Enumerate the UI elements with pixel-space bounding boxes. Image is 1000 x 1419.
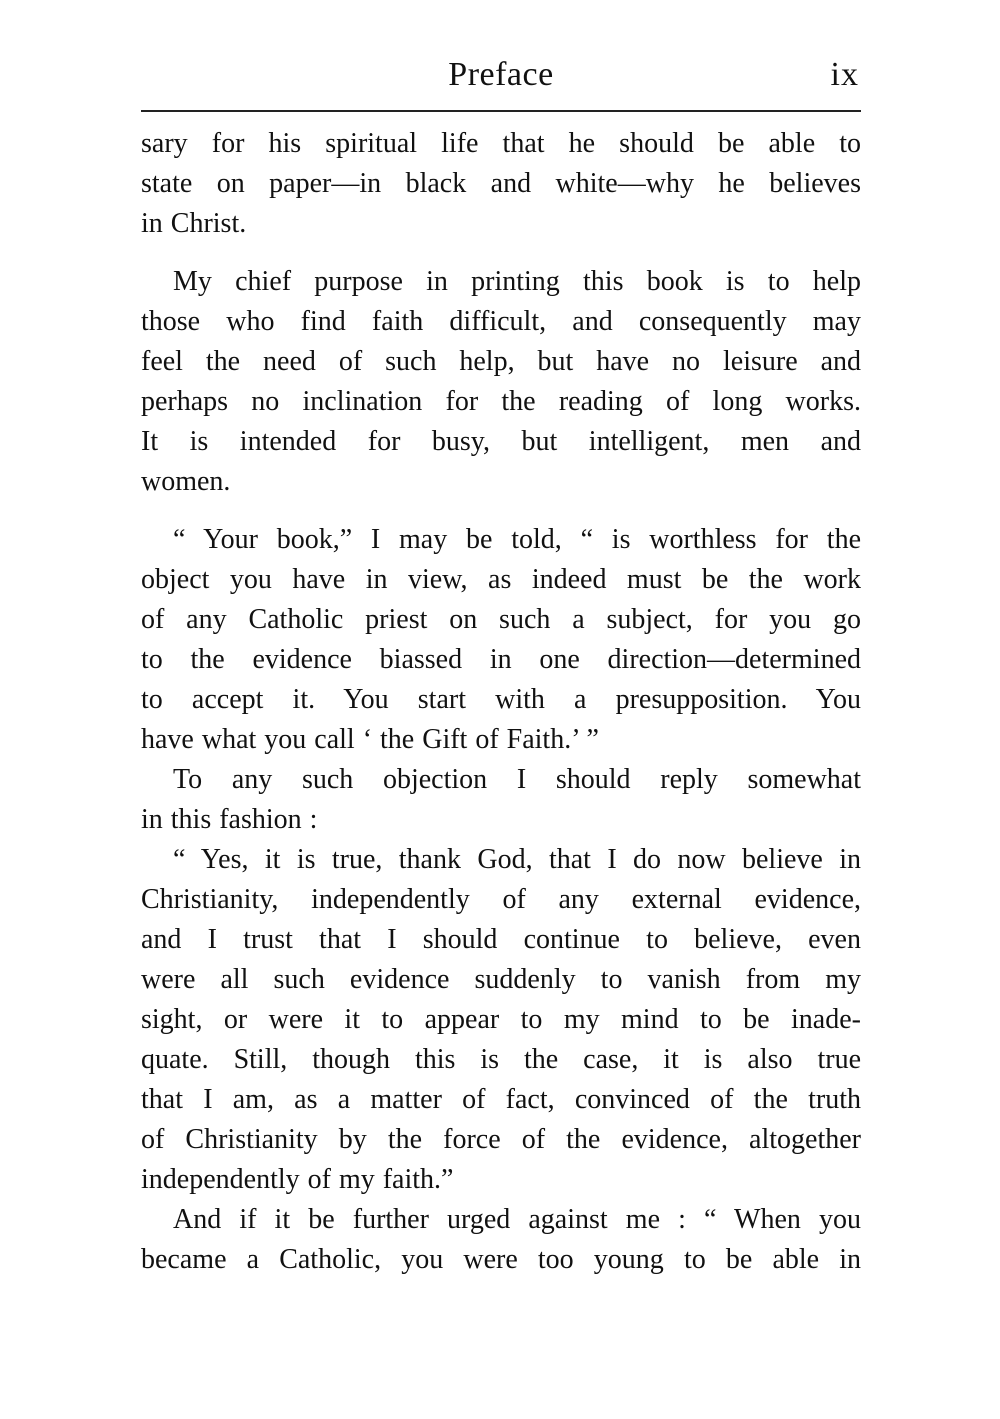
text-line: have what you call ‘ the Gift of Faith.’ ” xyxy=(141,724,599,755)
paragraph xyxy=(141,520,861,760)
text-line: were all such evidence suddenly to vanish from my xyxy=(141,964,861,995)
header-rule xyxy=(141,110,861,112)
text-line: “ Yes, it is true, thank God, that I do now believe in xyxy=(173,844,861,875)
text-line: sary for his spiritual life that he should be able to xyxy=(141,128,861,159)
paragraph xyxy=(141,1200,861,1280)
paragraph xyxy=(141,840,861,1200)
text-line: became a Catholic, you were too young to be able in xyxy=(141,1244,861,1275)
text-line: that I am, as a matter of fact, convinced of the truth xyxy=(141,1084,861,1115)
paragraph xyxy=(141,760,861,840)
text-line: those who find faith difficult, and consequently may xyxy=(141,306,861,337)
text-line: Christianity, independently of any external evidence, xyxy=(141,884,861,915)
text-line: women. xyxy=(141,466,231,497)
text-line: quate. Still, though this is the case, it is also true xyxy=(141,1044,861,1075)
text-line: perhaps no inclination for the reading of long works. xyxy=(141,386,861,417)
book-page xyxy=(141,54,861,1280)
text-line: object you have in view, as indeed must be the work xyxy=(141,564,861,595)
text-line: of any Catholic priest on such a subject, for you go xyxy=(141,604,861,635)
page-number: ix xyxy=(830,56,859,93)
text-line: To any such objection I should reply somewhat xyxy=(173,764,861,795)
body-text xyxy=(141,124,861,1280)
text-line: independently of my faith.” xyxy=(141,1164,454,1195)
running-title: Preface xyxy=(448,56,554,93)
text-line: state on paper—in black and white—why he believes xyxy=(141,168,861,199)
text-line: to the evidence biassed in one direction—determined xyxy=(141,644,861,675)
text-line: My chief purpose in printing this book is to help xyxy=(173,266,861,297)
running-head xyxy=(141,54,861,108)
text-line: and I trust that I should continue to believe, even xyxy=(141,924,861,955)
text-line: feel the need of such help, but have no leisure and xyxy=(141,346,861,377)
paragraph xyxy=(141,124,861,244)
text-line: And if it be further urged against me : “ When you xyxy=(173,1204,861,1235)
text-line: It is intended for busy, but intelligent, men and xyxy=(141,426,861,457)
text-line: of Christianity by the force of the evidence, altogether xyxy=(141,1124,861,1155)
text-line: in this fashion : xyxy=(141,804,318,835)
paragraph xyxy=(141,262,861,502)
text-line: in Christ. xyxy=(141,208,247,239)
text-line: sight, or were it to appear to my mind to be inade- xyxy=(141,1004,861,1035)
text-line: “ Your book,” I may be told, “ is worthless for the xyxy=(173,524,861,555)
text-line: to accept it. You start with a presupposition. You xyxy=(141,684,861,715)
